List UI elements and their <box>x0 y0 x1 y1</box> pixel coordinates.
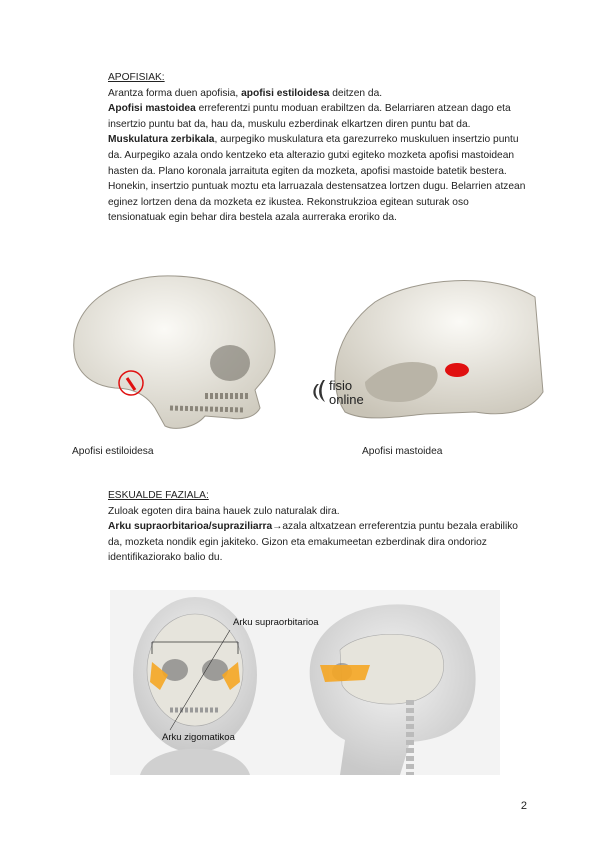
label-arku-supraorbitarioa: Arku supraorbitarioa <box>233 617 319 628</box>
skull-side-illustration <box>55 268 295 438</box>
facial-arches-illustration <box>110 590 500 775</box>
eskualde-heading: ESKUALDE FAZIALA: <box>108 490 209 501</box>
caption-apofisi-estiloidesa: Apofisi estiloidesa <box>72 446 154 457</box>
page-number: 2 <box>520 800 527 812</box>
apofisiak-line1: Arantza forma duen apofisia, apofisi estiloidesa deitzen da. <box>108 87 383 99</box>
watermark-line2: online <box>329 392 364 407</box>
skull-back-illustration <box>305 272 545 422</box>
apofisiak-section <box>108 70 528 226</box>
eskualde-line1: Zuloak egoten dira baina hauek zulo naturalak dira. <box>108 505 340 517</box>
eskualde-para2: Arku supraorbitarioa/supraziliarra→azala altxatzean erreferentzia puntu bezala erabiliko da, mozketa nondik egin jakiteko. Gizon eta emakumeetan ezberdinak dira ondorioz identifikaziorako balio du. <box>108 521 518 564</box>
eskualde-faziala-section <box>108 488 528 566</box>
watermark-line1: fisio <box>329 378 353 393</box>
caption-apofisi-mastoidea: Apofisi mastoidea <box>362 446 443 457</box>
apofisiak-heading: APOFISIAK: <box>108 72 165 83</box>
label-arku-zigomatikoa: Arku zigomatikoa <box>162 732 235 743</box>
apofisiak-para2: Apofisi mastoidea erreferentzi puntu moduan erabiltzen da. Belarriaren atzean dago eta insertzio puntu bat da, hau da, muskulu ezberdinak elkartzen diren puntu bat da. Muskulatura zerbikala, aurpegiko muskulatura eta garezurreko muskuluen insertzio puntu da. Aurpegiko azala ondo kentzeko eta alterazio gutxi egiteko mozketa apofisi mastoidean hasten da. Plano koronala jarraituta egiten da mozketa, apofisi mastoide batetik bestera. Honekin, insertzio puntuak moztu eta larruazala destensatzea lortzen dugu. Belarrien atzean eginez lortzen dena da mozketa ez ikustea. Rekonstrukzioa egitean suturak oso tensionatuak egin behar dira bestela azala aurreraka eroriko da. <box>108 103 526 224</box>
